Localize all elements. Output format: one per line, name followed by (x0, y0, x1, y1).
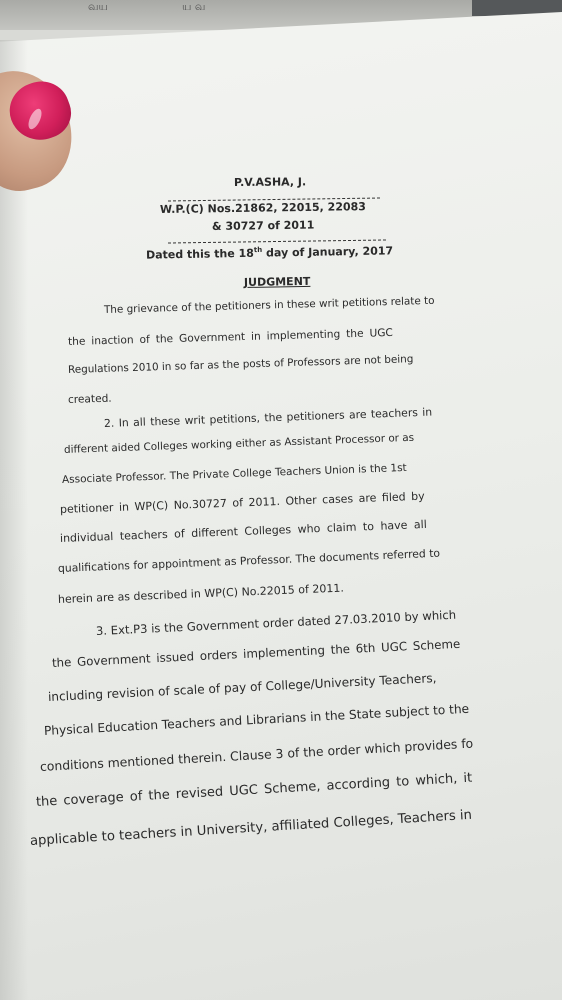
para2-line: 2. In all these writ petitions, the petitioners are teachers in (103, 405, 433, 430)
dashed-rule-bottom (168, 239, 386, 243)
dated-suffix: day of January, 2017 (262, 244, 394, 260)
para2-line: individual teachers of different Colleges who claim to have all (59, 517, 427, 545)
judgment-heading: JUDGMENT (243, 274, 311, 289)
para2-line: qualifications for appointment as Professor. The documents referred to (57, 546, 441, 575)
handwritten-scribble: ய வ (182, 0, 206, 13)
para1-line: the inaction of the Government in implementing the UGC (67, 326, 394, 348)
para2-line: herein are as described in WP(C) No.22015 of 2011. (57, 581, 345, 606)
para3-line: conditions mentioned therein. Clause 3 of the order which provides fo (39, 735, 474, 774)
para2-line: different aided Colleges working either as Assistant Processor or as (63, 431, 415, 456)
para3-line: the coverage of the revised UGC Scheme, according to which, it (35, 770, 473, 810)
para3-line: 3. Ext.P3 is the Government order dated 27.03.2010 by which (95, 607, 457, 638)
para2-line: petitioner in WP(C) No.30727 of 2011. Other cases are filed by (59, 489, 425, 516)
case-numbers-line-1: W.P.(C) Nos.21862, 22015, 22083 (159, 200, 366, 216)
para1-line: The grievance of the petitioners in these writ petitions relate to (103, 294, 435, 316)
para3-line: the Government issued orders implementing the 6th UGC Scheme (51, 636, 461, 670)
handwritten-scribble: வய (88, 0, 108, 13)
dated-line (146, 244, 393, 262)
para1-line: Regulations 2010 in so far as the posts of Professors are not being (67, 353, 414, 376)
judge-name: P.V.ASHA, J. (233, 175, 307, 189)
dated-ordinal: th (253, 245, 263, 255)
para3-line: Physical Education Teachers and Librarians in the State subject to the (43, 701, 470, 738)
dated-prefix: Dated this the 18 (145, 246, 255, 262)
case-numbers-line-2: & 30727 of 2011 (211, 218, 315, 233)
para1-line: created. (67, 392, 112, 406)
para3-line: including revision of scale of pay of College/University Teachers, (47, 671, 437, 704)
para2-line: Associate Professor. The Private College Teachers Union is the 1st (61, 461, 407, 486)
para3-line: applicable to teachers in University, affiliated Colleges, Teachers in (29, 807, 473, 849)
